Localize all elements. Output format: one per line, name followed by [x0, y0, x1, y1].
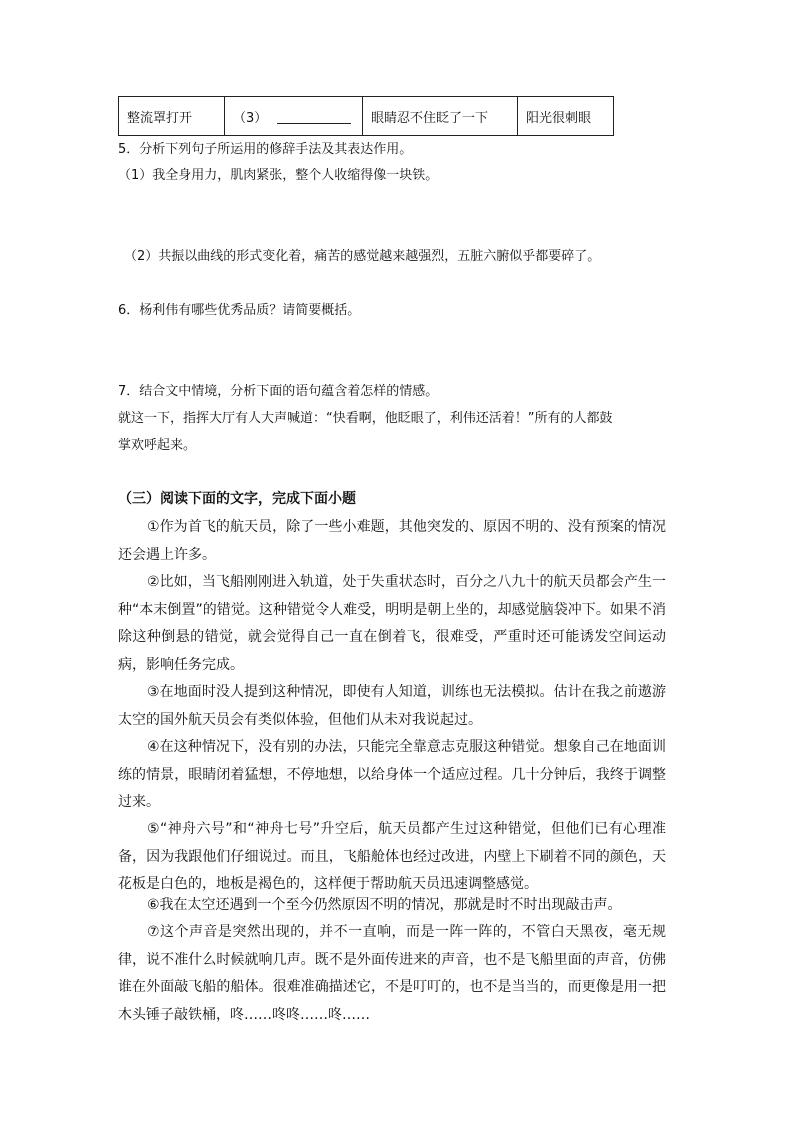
paragraph-3: ③在地面时没人提到这种情况，即使有人知道，训练也无法模拟。估计在我之前遨游太空的国外航天员会有类似体验，但他们从未对我说起过。: [118, 684, 666, 728]
paragraph-2: ②比如，当飞船刚刚进入轨道，处于失重状态时，百分之八九十的航天员都会产生一种“本末倒置”的错觉。这种错觉令人难受，明明是朝上坐的，却感觉脑袋冲下。如果不消除这种倒悬的错觉，就会觉得自己一直在倒着飞，很难受，严重时还可能诱发空间运动病，影响任务完成。: [118, 574, 666, 673]
paragraph-4: ④在这种情况下，没有别的办法，只能完全靠意志克服这种错觉。想象自己在地面训练的情景，眼睛闭着猛想，不停地想，以给身体一个适应过程。几十分钟后，我终于调整过来。: [118, 739, 666, 810]
paragraph-6: ⑥我在太空还遇到一个至今仍然原因不明的情况，那就是时不时出现敲击声。: [147, 897, 622, 913]
question-7-quote-line2: 掌欢呼起来。: [118, 438, 197, 453]
question-6-title: 6．杨利伟有哪些优秀品质？请简要概括。: [118, 303, 361, 318]
question-5-sub1: （1）我全身用力，肌肉紧张，整个人收缩得像一块铁。: [118, 168, 439, 183]
paragraph-7: ⑦这个声音是突然出现的，并不一直响，而是一阵一阵的，不管白天黑夜，毫无规律，说不准什么时候就响几声。既不是外面传进来的声音，也不是飞船里面的声音，仿佛谁在外面敲飞船的船体。很难准确描述它，不是叮叮的，也不是当当的，而更像是用一把木头锤子敲铁桶，咚……咚咚……咚……: [118, 924, 666, 1023]
table-row: [119, 97, 614, 136]
question-5-title: 5．分析下列句子所运用的修辞手法及其表达作用。: [118, 142, 413, 157]
answer-table: [118, 96, 614, 136]
question-number: （3）: [233, 110, 268, 126]
table-cell: 整流罩打开: [119, 97, 225, 136]
question-7-quote-line1: 就这一下，指挥大厅有人大声喊道：“快看啊，他眨眼了，利伟还活着！”所有的人都鼓: [118, 411, 613, 426]
fill-in-blank[interactable]: [277, 111, 351, 124]
paragraph-5: ⑤“神舟六号”和“神舟七号”升空后，航天员都产生过这种错觉，但他们已有心理准备，因为我跟他们仔细说过。而且，飞船舱体也经过改进，内壁上下刷着不同的颜色，天花板是白色的，地板是褐色的，这样便于帮助航天员迅速调整感觉。: [118, 821, 666, 892]
section-3-heading: （三）阅读下面的文字，完成下面小题: [118, 491, 356, 507]
table-cell: 眼睛忍不住眨了一下: [363, 97, 518, 136]
table-cell: 阳光很刺眼: [518, 97, 614, 136]
paragraph-1: ①作为首飞的航天员，除了一些小难题，其他突发的、原因不明的、没有预案的情况还会遇上许多。: [118, 519, 666, 563]
table-cell-blank: [225, 97, 363, 136]
question-7-title: 7．结合文中情境，分析下面的语句蕴含着怎样的情感。: [118, 384, 439, 399]
question-5-sub2: （2）共振以曲线的形式变化着，痛苦的感觉越来越强烈，五脏六腑似乎都要碎了。: [124, 249, 601, 264]
